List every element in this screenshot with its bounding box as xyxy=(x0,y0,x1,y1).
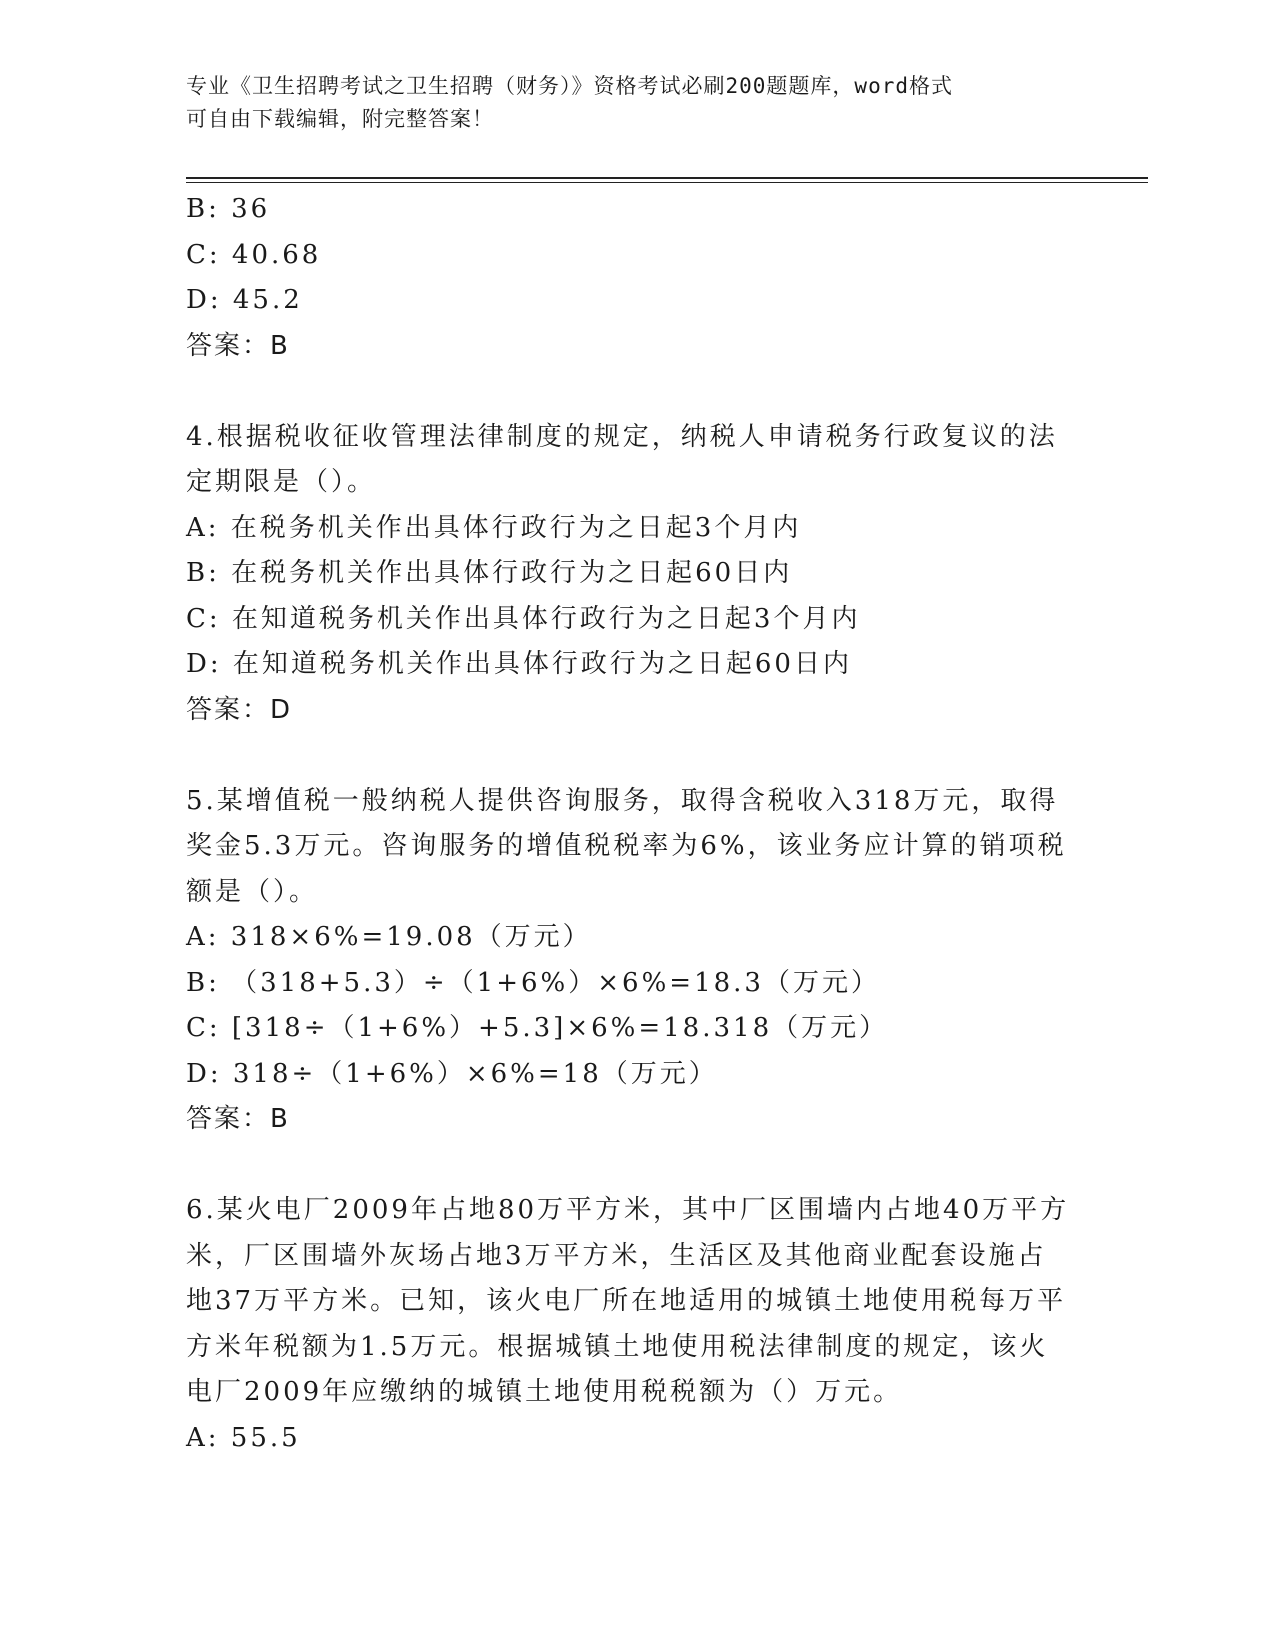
question-text-line: 额是（）。 xyxy=(186,876,319,907)
spacer xyxy=(186,733,1066,779)
option-d: D: 45.2 xyxy=(186,285,303,315)
option-a: A: 318×6%=19.08（万元） xyxy=(186,922,592,952)
header-line-1: 专业《卫生招聘考试之卫生招聘（财务）》资格考试必刷200题题库，word格式 xyxy=(186,74,953,98)
document-body xyxy=(186,187,1070,1461)
question-6 xyxy=(186,1188,1070,1461)
question-text-line: 电厂2009年应缴纳的城镇土地使用税税额为（）万元。 xyxy=(186,1377,903,1407)
option-b: B: 在税务机关作出具体行政行为之日起60日内 xyxy=(186,558,793,588)
answer-line: 答案：B xyxy=(186,330,290,361)
answer-line: 答案：D xyxy=(186,694,293,725)
option-a: A: 在税务机关作出具体行政行为之日起3个月内 xyxy=(186,512,802,543)
option-d: D: 在知道税务机关作出具体行政行为之日起60日内 xyxy=(186,649,852,679)
question-text-line: 方米年税额为1.5万元。根据城镇土地使用税法律制度的规定，该火 xyxy=(186,1331,1049,1362)
spacer xyxy=(186,1143,1066,1189)
answer-line: 答案：B xyxy=(186,1104,290,1134)
question-4 xyxy=(186,415,1066,734)
question-text-line: 6.某火电厂2009年占地80万平方米，其中厂区围墙内占地40万平方 xyxy=(186,1195,1070,1225)
option-c: C: [318÷（1+6%）+5.3]×6%=18.318（万元） xyxy=(186,1013,889,1043)
option-a: A: 55.5 xyxy=(186,1422,301,1453)
question-5 xyxy=(186,779,1066,1143)
option-c: C: 在知道税务机关作出具体行政行为之日起3个月内 xyxy=(186,603,861,634)
option-d: D: 318÷（1+6%）×6%=18（万元） xyxy=(186,1058,718,1089)
option-b: B: （318+5.3）÷（1+6%）×6%=18.3（万元） xyxy=(186,967,880,998)
spacer xyxy=(186,369,1066,415)
question-text-line: 定期限是（）。 xyxy=(186,467,377,497)
option-c: C: 40.68 xyxy=(186,239,322,270)
question-text-line: 5.某增值税一般纳税人提供咨询服务，取得含税收入318万元，取得 xyxy=(186,785,1059,816)
question-text-line: 奖金5.3万元。咨询服务的增值税税率为6%，该业务应计算的销项税 xyxy=(186,831,1067,861)
option-b: B: 36 xyxy=(186,194,271,224)
header-line-2: 可自由下载编辑，附完整答案！ xyxy=(186,107,494,131)
question-text-line: 4.根据税收征收管理法律制度的规定，纳税人申请税务行政复议的法 xyxy=(186,421,1058,452)
header-rule-thick xyxy=(186,177,1148,179)
document-header xyxy=(186,70,1086,136)
prev-question xyxy=(186,187,1066,369)
header-rule-thin xyxy=(186,182,1148,183)
question-text-line: 米，厂区围墙外灰场占地3万平方米，生活区及其他商业配套设施占 xyxy=(186,1240,1047,1271)
question-text-line: 地37万平方米。已知，该火电厂所在地适用的城镇土地使用税每万平 xyxy=(186,1286,1067,1316)
